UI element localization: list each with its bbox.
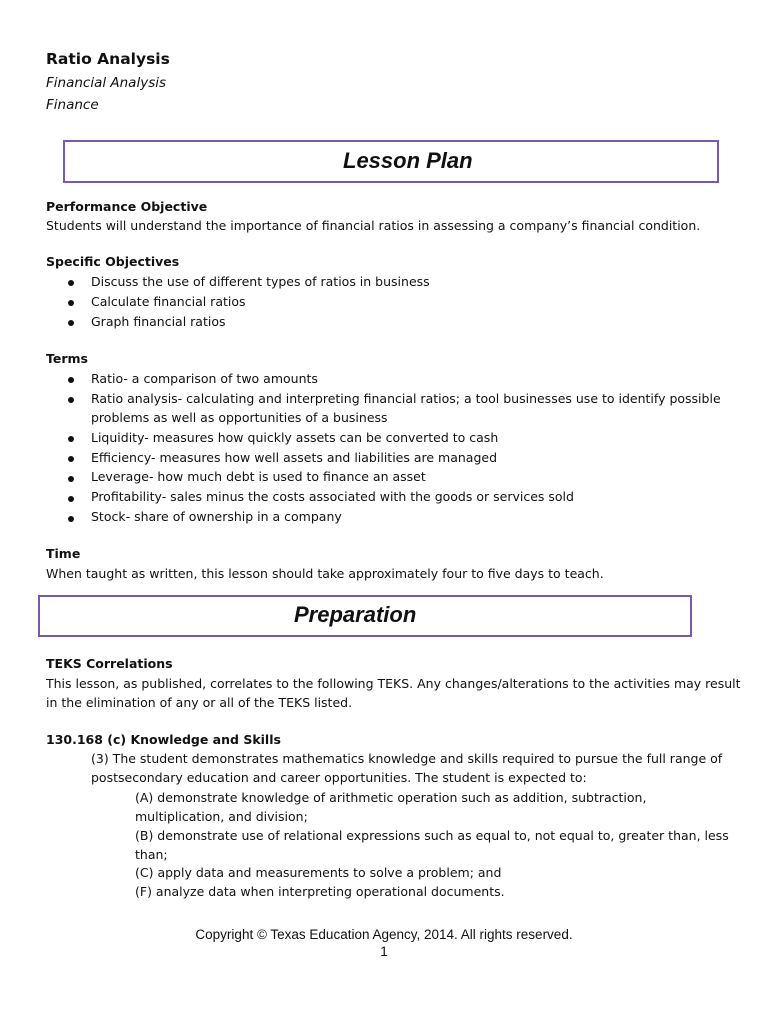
course-name: Financial Analysis: [46, 75, 167, 91]
list-item: Calculate financial ratios: [91, 294, 246, 309]
expectation-line: than;: [135, 847, 168, 862]
knowledge-skills-heading: 130.168 (c) Knowledge and Skills: [46, 732, 281, 747]
bullet: [68, 496, 74, 502]
list-item: Liquidity- measures how quickly assets can be converted to cash: [91, 430, 499, 445]
program-name: Finance: [46, 97, 99, 113]
teks-text-line: in the elimination of any or all of the TEKS listed.: [46, 695, 353, 710]
performance-objective-heading: Performance Objective: [46, 199, 208, 214]
bullet: [68, 436, 74, 442]
bullet: [68, 280, 74, 286]
list-item-continuation: problems as well as opportunities of a business: [91, 410, 388, 425]
expectation-line: (F) analyze data when interpreting operational documents.: [135, 884, 505, 899]
standard-text-line: (3) The student demonstrates mathematics knowledge and skills required to pursue the full range of: [91, 751, 723, 766]
list-item: Stock- share of ownership in a company: [91, 509, 342, 524]
specific-objectives-heading: Specific Objectives: [46, 254, 180, 269]
document-title: Ratio Analysis: [46, 50, 170, 68]
terms-heading: Terms: [46, 351, 88, 366]
bullet: [68, 397, 74, 403]
bullet: [68, 320, 74, 326]
teks-heading: TEKS Correlations: [46, 656, 173, 671]
bullet: [68, 516, 74, 522]
list-item: Graph financial ratios: [91, 314, 226, 329]
list-item: Ratio analysis- calculating and interpreting financial ratios; a tool businesses use to identify possible: [91, 391, 721, 406]
lesson-plan-banner: [63, 140, 719, 183]
lesson-plan-title: Lesson Plan: [343, 148, 473, 173]
list-item: Leverage- how much debt is used to finance an asset: [91, 469, 426, 484]
expectation-line: (B) demonstrate use of relational expressions such as equal to, not equal to, greater than, less: [135, 828, 729, 843]
preparation-banner: [38, 595, 692, 637]
list-item: Efficiency- measures how well assets and liabilities are managed: [91, 450, 498, 465]
teks-text-line: This lesson, as published, correlates to the following TEKS. Any changes/alterations to the activities may result: [46, 676, 741, 691]
time-text: When taught as written, this lesson should take approximately four to five days to teach.: [46, 566, 604, 581]
copyright-notice: Copyright © Texas Education Agency, 2014. All rights reserved.: [195, 927, 573, 942]
performance-objective-text: Students will understand the importance of financial ratios in assessing a company’s financial condition.: [46, 218, 701, 233]
time-heading: Time: [46, 546, 81, 561]
expectation-line: (A) demonstrate knowledge of arithmetic operation such as addition, subtraction,: [135, 790, 647, 805]
page-number: 1: [380, 944, 388, 959]
standard-text-line: postsecondary education and career opportunities. The student is expected to:: [91, 770, 587, 785]
list-item: Ratio- a comparison of two amounts: [91, 371, 318, 386]
bullet: [68, 300, 74, 306]
bullet: [68, 456, 74, 462]
preparation-title: Preparation: [294, 602, 417, 627]
expectation-line: multiplication, and division;: [135, 809, 308, 824]
bullet: [68, 476, 74, 482]
expectation-line: (C) apply data and measurements to solve a problem; and: [135, 865, 502, 880]
bullet: [68, 377, 74, 383]
list-item: Profitability- sales minus the costs associated with the goods or services sold: [91, 489, 574, 504]
list-item: Discuss the use of different types of ratios in business: [91, 274, 430, 289]
